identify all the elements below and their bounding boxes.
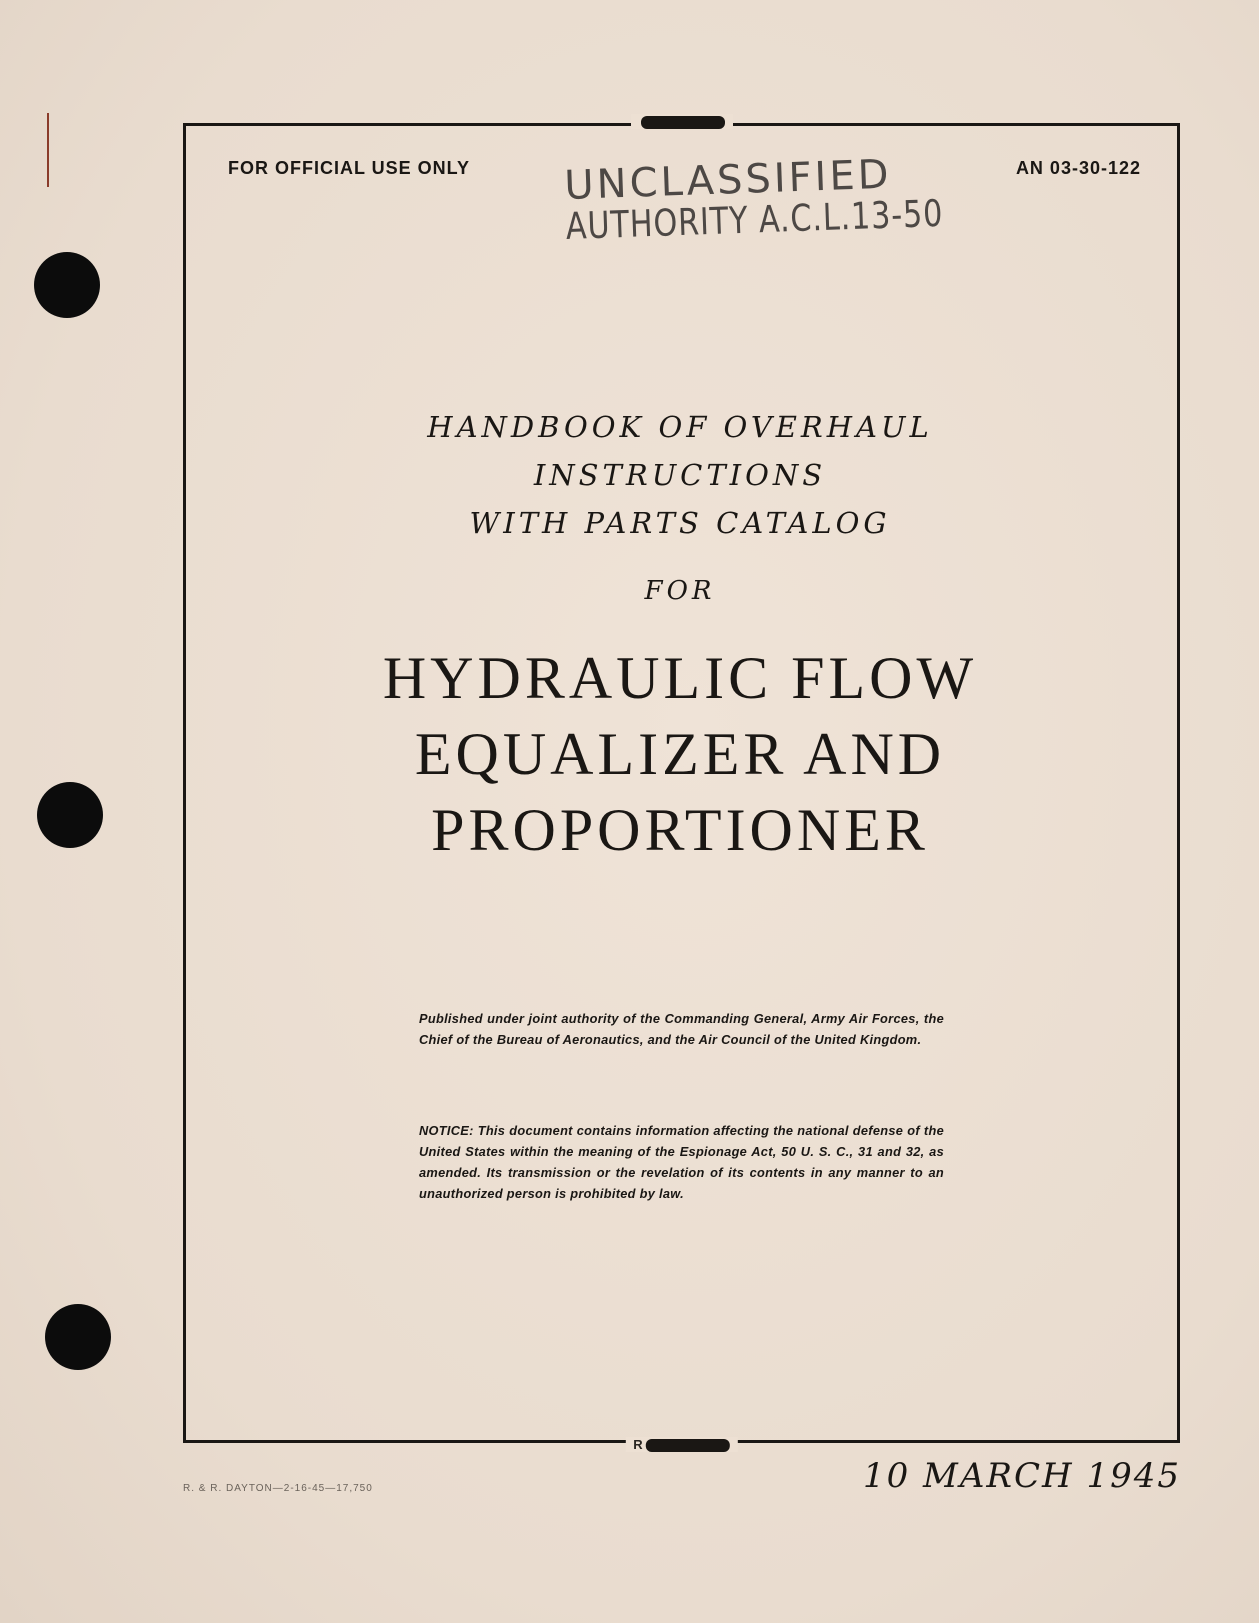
title-line-2: EQUALIZER AND (414, 721, 946, 787)
ink-mark (47, 113, 49, 187)
document-number: AN 03-30-122 (1015, 158, 1141, 178)
binder-hole-top (34, 252, 100, 318)
unclassified-stamp (563, 150, 1027, 249)
title-line-3: PROPORTIONER (431, 797, 929, 863)
stamp-line-2: AUTHORITY A.C.L.13-50 (565, 191, 944, 249)
stamp-line-1: UNCLASSIFIED (563, 151, 893, 210)
printer-line: R. & R. DAYTON—2-16-45—17,750 (183, 1483, 373, 1494)
restricted-label-bottom: R (625, 1437, 737, 1452)
subtitle-line-2: INSTRUCTIONS (533, 458, 827, 492)
subtitle-for: FOR (644, 576, 716, 606)
publication-date: 10 MARCH 1945 (862, 1456, 1181, 1496)
official-use-label: FOR OFFICIAL USE ONLY (228, 158, 471, 178)
subtitle-line-3: WITH PARTS CATALOG (469, 506, 891, 540)
title-line-1: HYDRAULIC FLOW (382, 645, 978, 711)
binder-hole-bottom (45, 1304, 111, 1370)
publication-note: Published under joint authority of the Commanding General, Army Air Forces, the Chief of the Bureau of Aeronautics, and the Air Council of the United Kingdom. (419, 1011, 944, 1047)
binder-hole-middle (37, 782, 103, 848)
subtitle-line-1: HANDBOOK OF OVERHAUL (427, 410, 933, 444)
espionage-notice: NOTICE: This document contains information affecting the national defense of the United States within the meaning of the Espionage Act, 50 U. S. C., 31 and 32, as amended. Its transmission or the revelation of its contents in any manner to an unauthorized person is prohibited by law. (419, 1123, 944, 1201)
restricted-label-top (631, 114, 733, 129)
